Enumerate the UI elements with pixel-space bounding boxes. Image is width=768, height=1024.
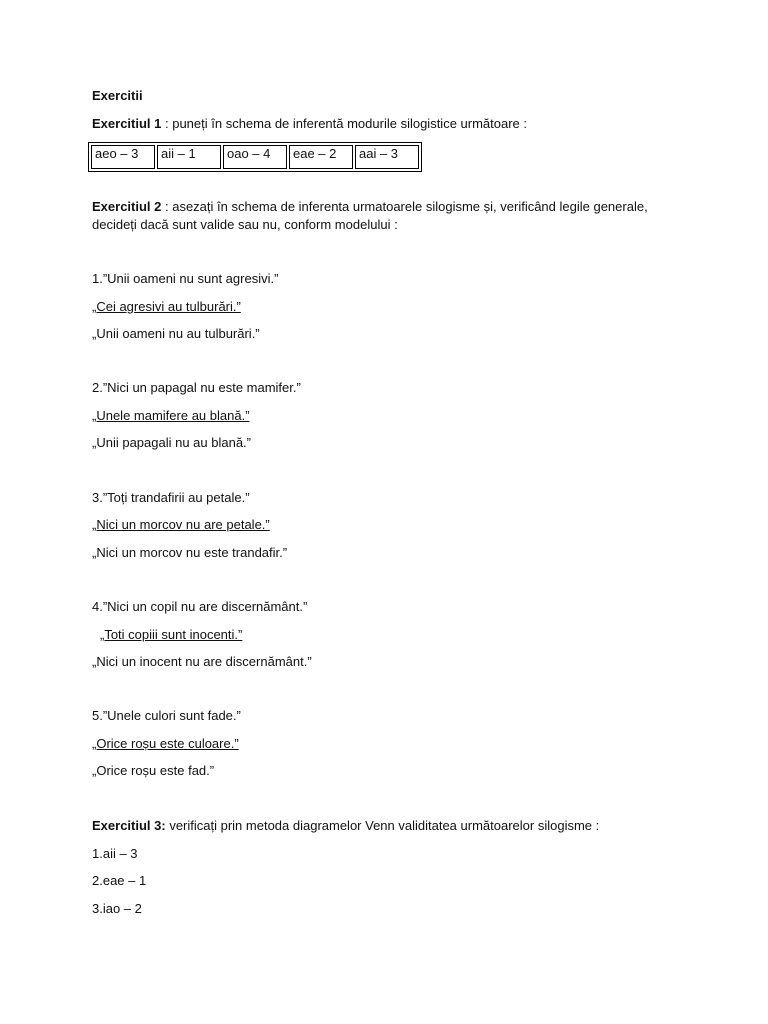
syllogism-4-premise-1: 4.”Nici un copil nu are discernământ.” <box>92 599 308 614</box>
exercise-2-instruction-line1: : asezați în schema de inferenta urmatoarele silogisme și, verificând legile generale, <box>161 199 648 214</box>
exercise-3-item: 1.aii – 3 <box>92 846 138 861</box>
syllogism-2-premise-1: 2.”Nici un papagal nu este mamifer.” <box>92 380 301 395</box>
exercise-2-label: Exercitiul 2 <box>92 199 162 214</box>
mode-cell: eae – 2 <box>289 145 353 169</box>
mode-cell: aii – 1 <box>157 145 221 169</box>
exercise-2-heading <box>92 199 648 215</box>
syllogism-5-conclusion: „Orice roșu este fad.” <box>92 763 215 778</box>
syllogistic-modes-table <box>88 142 422 172</box>
mode-cell: aai – 3 <box>355 145 419 169</box>
exercise-2-instruction-line2: decideți dacă sunt valide sau nu, conform modelului : <box>92 217 398 232</box>
exercise-1-heading <box>92 116 527 132</box>
exercise-1-instruction: : puneți în schema de inferentă modurile silogistice următoare : <box>161 116 528 131</box>
document-title: Exercitii <box>92 88 143 103</box>
syllogism-2-premise-2: „Unele mamifere au blană.” <box>92 408 250 423</box>
syllogism-3-conclusion: „Nici un morcov nu este trandafir.” <box>92 545 288 560</box>
syllogism-1-premise-2: „Cei agresivi au tulburări.” <box>92 299 241 314</box>
syllogism-5-premise-2: „Orice roșu este culoare.” <box>92 736 239 751</box>
syllogism-4-conclusion: „Nici un inocent nu are discernământ.” <box>92 654 312 669</box>
exercise-1-label: Exercitiul 1 <box>92 116 162 131</box>
exercise-3-instruction: verificați prin metoda diagramelor Venn validitatea următoarelor silogisme : <box>165 818 600 833</box>
syllogism-5-premise-1: 5.”Unele culori sunt fade.” <box>92 708 241 723</box>
exercise-3-item: 2.eae – 1 <box>92 873 147 888</box>
syllogism-1-conclusion: „Unii oameni nu au tulburări.” <box>92 326 260 341</box>
exercise-3-heading <box>92 818 599 834</box>
mode-cell: oao – 4 <box>223 145 287 169</box>
exercise-3-item: 3.iao – 2 <box>92 901 142 916</box>
syllogism-1-premise-1: 1.”Unii oameni nu sunt agresivi.” <box>92 271 279 286</box>
syllogism-2-conclusion: „Unii papagali nu au blană.” <box>92 435 251 450</box>
mode-cell: aeo – 3 <box>91 145 155 169</box>
syllogism-3-premise-2: „Nici un morcov nu are petale.” <box>92 517 270 532</box>
syllogism-3-premise-1: 3.”Toți trandafirii au petale.” <box>92 490 250 505</box>
syllogism-4-premise-2: „Toti copiii sunt inocenti.” <box>100 627 243 642</box>
exercise-3-label: Exercitiul 3: <box>92 818 166 833</box>
